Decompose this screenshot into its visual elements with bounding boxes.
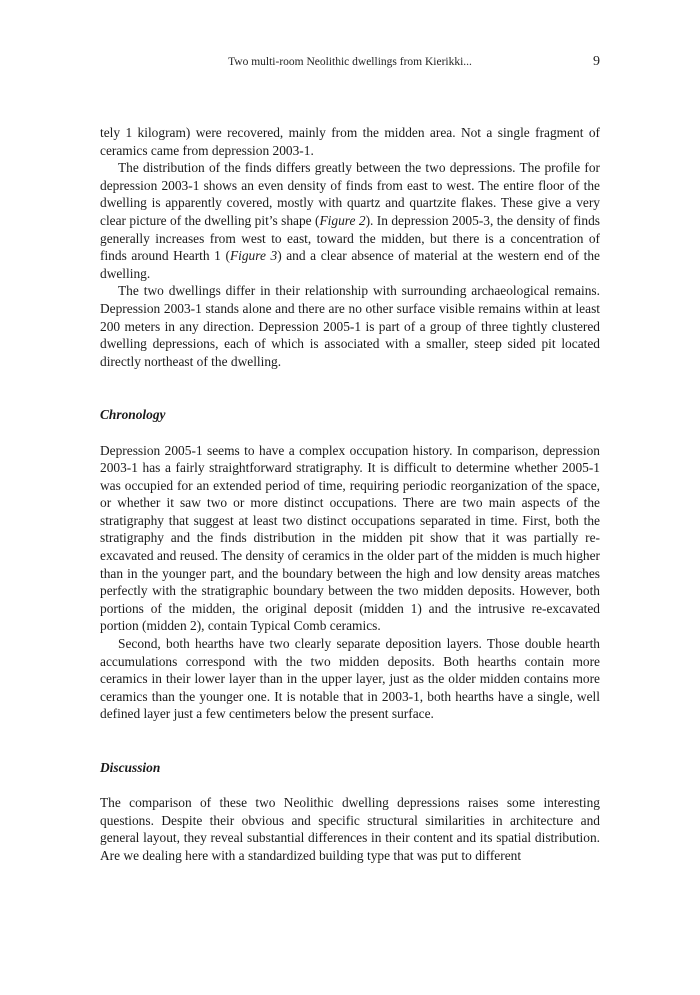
paragraph: Second, both hearths have two clearly separate deposition layers. Those double hearth accumulations correspond with the two midden deposits. Both hearths contain more ceramics in their lower layer than in the upper layer, just as the older midden contains more ceramics than the younger one. It is notable that in 2003-1, both hearths have a single, well defined layer just a few centimeters below the present surface. bbox=[100, 636, 600, 722]
paragraph: The comparison of these two Neolithic dwelling depressions raises some interesting questions. Despite their obvious and specific structural similarities in architecture and general layout, they reveal substantial differences in their content and its spatial distribution. Are we dealing here with a standardized building type that was put to different bbox=[100, 795, 600, 863]
section-heading-chronology: Chronology bbox=[100, 407, 166, 423]
paragraph-text: ). In depression 2005-3, the density of finds generally increases from west to east, toward the midden, but there is a concentration of finds around Hearth 1 ( bbox=[100, 212, 600, 264]
paragraph bbox=[100, 282, 600, 370]
paragraph-text: The two dwellings differ in their relationship with surrounding archaeological remains. Depression 2003-1 stands alone and there are no other surface visible remains within at least 200 meters in any direction. Depression 2005-1 is part of a group of three tightly clustered dwelling depressions, each of which is associated with a smaller, steep sided pit located directly northeast of the dwelling. bbox=[100, 283, 600, 369]
running-title: Two multi-room Neolithic dwellings from Kierikki... bbox=[228, 56, 472, 68]
figure-reference: Figure 3 bbox=[229, 248, 278, 264]
paragraph-text: ) and a clear absence of material at the western end of the dwelling. bbox=[100, 248, 600, 281]
paragraph-text: tely 1 kilogram) were recovered, mainly from the midden area. Not a single fragment of ceramics came from depression 2003-1. bbox=[100, 125, 600, 158]
page-number: 9 bbox=[593, 54, 600, 69]
section-heading-discussion: Discussion bbox=[100, 760, 161, 775]
paragraph bbox=[100, 124, 600, 159]
figure-reference: Figure 2 bbox=[319, 212, 366, 228]
body-text bbox=[100, 124, 600, 865]
paragraph bbox=[100, 159, 600, 282]
running-header bbox=[100, 54, 600, 72]
paragraph: Depression 2005-1 seems to have a complex occupation history. In comparison, depression 2003-1 has a fairly straightforward stratigraphy. It is difficult to determine whether 2005-1 was occupied for an extended period of time, requiring periodic reorganization of the space, or whether it saw two or more distinct occupations. There are two main aspects of the stratigraphy that suggest at least two distinct occupations separated in time. First, both the stratigraphy and the finds distribution in the midden pit show that it was partially re-excavated and reused. The density of ceramics in the older part of the midden is much higher than in the younger part, and the boundary between the high and low density areas matches perfectly with the stratigraphic boundary between the two midden deposits. However, both portions of the midden, the original deposit (midden 1) and the intrusive re-excavated portion (midden 2), contain Typical Comb ceramics. bbox=[100, 442, 600, 634]
paragraph-text: The distribution of the finds differs greatly between the two depressions. The profile for depression 2003-1 shows an even density of finds from east to west. The entire floor of the dwelling is apparently covered, mostly with quartz and quartzite flakes. These give a very clear picture of the dwelling pit’s shape ( bbox=[100, 160, 600, 228]
